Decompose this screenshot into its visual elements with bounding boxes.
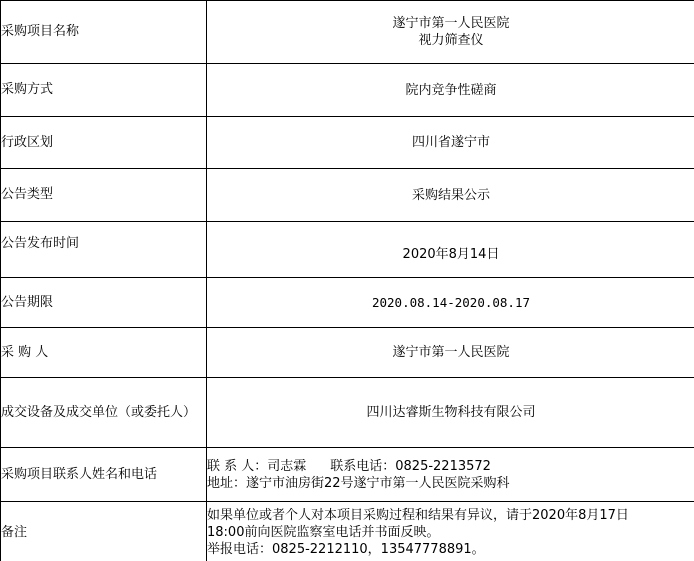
value-remark — [207, 502, 694, 561]
label-publish-time — [1, 222, 207, 278]
row-contact — [1, 448, 694, 502]
label-method: 采购方式 — [1, 64, 207, 117]
row-remark — [1, 502, 694, 561]
row-notice-type — [1, 169, 694, 222]
value-buyer: 遂宁市第一人民医院 — [207, 328, 694, 378]
value-method: 院内竞争性磋商 — [207, 64, 694, 117]
row-period — [1, 278, 694, 328]
value-contact — [207, 448, 694, 502]
row-method — [1, 64, 694, 117]
project-name-line-2: 视力筛查仪 — [418, 33, 484, 48]
value-project-name — [207, 1, 694, 64]
contact-address: 地址：遂宁市油房街22号遂宁市第一人民医院采购科 — [207, 475, 510, 491]
value-region: 四川省遂宁市 — [207, 117, 694, 169]
label-notice-type: 公告类型 — [1, 169, 207, 222]
remark-line-3: 举报电话：0825-2212110，13547778891。 — [207, 542, 485, 557]
label-remark: 备注 — [1, 502, 207, 561]
label-region: 行政区划 — [1, 117, 207, 169]
row-project-name — [1, 1, 694, 64]
contact-person: 联 系 人：司志霖 — [207, 458, 307, 474]
value-publish-time — [207, 222, 694, 278]
project-name-line-1: 遂宁市第一人民医院 — [392, 16, 510, 31]
label-contact: 采购项目联系人姓名和电话 — [1, 448, 207, 502]
label-publish-time-text: 公告发布时间 — [1, 235, 80, 251]
row-buyer — [1, 328, 694, 378]
value-period: 2020.08.14-2020.08.17 — [207, 278, 694, 328]
row-winner — [1, 378, 694, 448]
label-buyer: 采 购 人 — [1, 328, 207, 378]
value-notice-type: 采购结果公示 — [207, 169, 694, 222]
contact-phone: 联系电话：0825-2213572 — [330, 458, 491, 474]
row-publish-time — [1, 222, 694, 278]
value-publish-time-text: 2020年8月14日 — [402, 247, 500, 262]
remark-line-1: 如果单位或者个人对本项目采购过程和结果有异议，请于2020年8月17日 — [207, 508, 629, 523]
remark-line-2: 18:00前向医院监察室电话并书面反映。 — [207, 525, 440, 540]
label-winner: 成交设备及成交单位（或委托人） — [1, 378, 207, 448]
label-project-name: 采购项目名称 — [1, 1, 207, 64]
value-winner: 四川达睿斯生物科技有限公司 — [207, 378, 694, 448]
row-region — [1, 117, 694, 169]
contact-line-1 — [207, 458, 694, 475]
label-period: 公告期限 — [1, 278, 207, 328]
